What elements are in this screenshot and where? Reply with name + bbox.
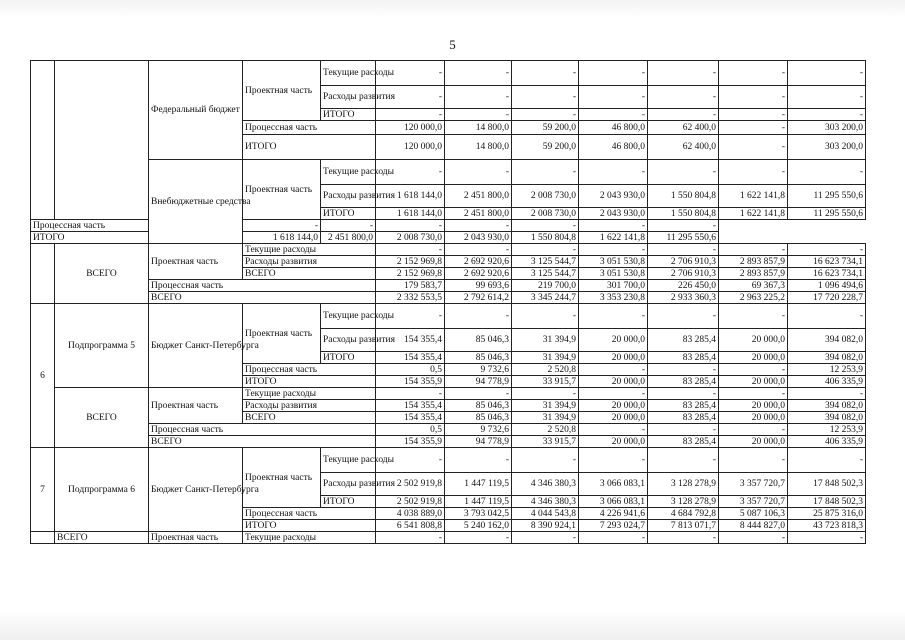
value-cell: 2 933 360,3: [648, 292, 719, 304]
value-cell: 6 541 808,8: [376, 520, 445, 532]
value-cell: 20 000,0: [579, 400, 648, 412]
table-row: [31, 292, 866, 304]
table-row: [31, 280, 866, 292]
value-cell: 85 046,3: [445, 412, 512, 424]
itogo-label: ИТОГО: [243, 520, 376, 532]
value-cell: -: [648, 448, 719, 473]
value-cell: 2 893 857,9: [719, 256, 788, 268]
value-cell: 4 226 941,6: [579, 508, 648, 520]
value-cell: -: [719, 135, 788, 160]
table-row: [31, 424, 866, 436]
value-cell: -: [376, 109, 445, 121]
value-cell: 0,5: [376, 364, 445, 376]
spb-budget-label: Бюджет Санкт-Петербурга: [149, 304, 243, 388]
process-part-label: Процессная часть: [149, 280, 376, 292]
value-cell: 83 285,4: [648, 400, 719, 412]
value-cell: -: [376, 86, 445, 109]
value-cell: 154 355,4: [376, 329, 445, 352]
value-cell: -: [376, 61, 445, 86]
value-cell: 20 000,0: [719, 436, 788, 448]
value-cell: 14 800,0: [445, 135, 512, 160]
value-cell: 154 355,4: [376, 412, 445, 424]
value-cell: 1 622 141,8: [719, 185, 788, 208]
value-cell: 9 732,6: [445, 364, 512, 376]
value-cell: -: [719, 121, 788, 135]
value-cell: 3 051 530,8: [579, 256, 648, 268]
value-cell: 20 000,0: [719, 400, 788, 412]
value-cell: 2 043 930,0: [445, 232, 512, 244]
table-row: [31, 160, 866, 185]
process-part-label: Процессная часть: [149, 424, 376, 436]
value-cell: 3 353 230,8: [579, 292, 648, 304]
value-cell: 12 253,9: [788, 424, 866, 436]
value-cell: -: [445, 220, 512, 232]
value-cell: 2 043 930,0: [579, 185, 648, 208]
value-cell: -: [579, 86, 648, 109]
value-cell: 33 915,7: [512, 376, 579, 388]
value-cell: 406 335,9: [788, 436, 866, 448]
value-cell: -: [788, 244, 866, 256]
value-cell: 394 082,0: [788, 400, 866, 412]
table-row: [31, 532, 866, 544]
row-number: 7: [31, 448, 55, 532]
value-cell: 17 720 228,7: [788, 292, 866, 304]
value-cell: -: [512, 448, 579, 473]
itogo-label: ИТОГО: [31, 232, 149, 244]
itogo-label: ИТОГО: [321, 109, 376, 121]
value-cell: -: [648, 160, 719, 185]
value-cell: -: [579, 388, 648, 400]
value-cell: 20 000,0: [579, 329, 648, 352]
value-cell: -: [648, 220, 719, 232]
value-cell: 3 793 042,5: [445, 508, 512, 520]
value-cell: 9 732,6: [445, 424, 512, 436]
value-cell: 303 200,0: [788, 135, 866, 160]
table-row: [31, 244, 866, 256]
value-cell: -: [579, 160, 648, 185]
value-cell: 5 240 162,0: [445, 520, 512, 532]
value-cell: -: [512, 220, 579, 232]
value-cell: -: [512, 61, 579, 86]
value-cell: -: [445, 86, 512, 109]
value-cell: 3 051 530,8: [579, 268, 648, 280]
value-cell: 4 684 792,8: [648, 508, 719, 520]
current-expenses-label: Текущие расходы: [243, 244, 376, 256]
value-cell: -: [648, 364, 719, 376]
value-cell: 4 346 380,3: [512, 496, 579, 508]
value-cell: -: [719, 160, 788, 185]
value-cell: -: [579, 109, 648, 121]
itogo-label: ИТОГО: [321, 208, 376, 220]
value-cell: -: [445, 244, 512, 256]
value-cell: 0,5: [376, 424, 445, 436]
value-cell: 43 723 818,3: [788, 520, 866, 532]
vsego-label: ВСЕГО: [55, 244, 149, 304]
value-cell: 33 915,7: [512, 436, 579, 448]
table-row: [31, 61, 866, 86]
value-cell: -: [788, 448, 866, 473]
value-cell: -: [719, 532, 788, 544]
value-cell: -: [788, 304, 866, 329]
development-expenses-label: Расходы развития: [321, 86, 376, 109]
value-cell: 3 128 278,9: [648, 473, 719, 496]
budget-table: [30, 60, 866, 544]
value-cell: 31 394,9: [512, 352, 579, 364]
value-cell: 4 038 889,0: [376, 508, 445, 520]
value-cell: 94 778,9: [445, 436, 512, 448]
value-cell: 154 355,9: [376, 376, 445, 388]
value-cell: 2 963 225,2: [719, 292, 788, 304]
value-cell: 3 125 544,7: [512, 268, 579, 280]
value-cell: 2 451 800,0: [445, 208, 512, 220]
value-cell: 154 355,9: [376, 436, 445, 448]
value-cell: 226 450,0: [648, 280, 719, 292]
value-cell: -: [788, 532, 866, 544]
current-expenses-label: Текущие расходы: [243, 532, 376, 544]
value-cell: 11 295 550,6: [788, 208, 866, 220]
value-cell: -: [719, 304, 788, 329]
value-cell: -: [719, 388, 788, 400]
value-cell: -: [376, 220, 445, 232]
value-cell: 20 000,0: [719, 329, 788, 352]
value-cell: -: [445, 448, 512, 473]
federal-budget-label: Федеральный бюджет: [149, 61, 243, 160]
value-cell: -: [243, 220, 321, 232]
value-cell: 2 008 730,0: [512, 185, 579, 208]
value-cell: -: [648, 424, 719, 436]
value-cell: 85 046,3: [445, 329, 512, 352]
development-expenses-label: Расходы развития: [243, 400, 376, 412]
development-expenses-label: Расходы развития: [321, 329, 376, 352]
value-cell: -: [648, 86, 719, 109]
vsego-label: ВСЕГО: [55, 532, 149, 544]
current-expenses-label: Текущие расходы: [243, 388, 376, 400]
current-expenses-label: Текущие расходы: [321, 61, 376, 86]
value-cell: 3 357 720,7: [719, 473, 788, 496]
value-cell: 1 447 119,5: [445, 473, 512, 496]
value-cell: 3 345 244,7: [512, 292, 579, 304]
process-part-label: Процессная часть: [243, 508, 376, 520]
value-cell: 1 550 804,8: [648, 208, 719, 220]
value-cell: 1 096 494,6: [788, 280, 866, 292]
value-cell: -: [579, 532, 648, 544]
value-cell: 94 778,9: [445, 376, 512, 388]
vsego-label: ВСЕГО: [149, 436, 376, 448]
value-cell: -: [376, 244, 445, 256]
value-cell: 4 346 380,3: [512, 473, 579, 496]
table-row: [31, 448, 866, 473]
project-part-label: Проектная часть: [243, 160, 321, 220]
value-cell: 219 700,0: [512, 280, 579, 292]
vsego-label: ВСЕГО: [149, 292, 376, 304]
itogo-label: ИТОГО: [321, 496, 376, 508]
page-number: 5: [449, 37, 456, 52]
value-cell: 1 622 141,8: [579, 232, 648, 244]
table-row: [31, 436, 866, 448]
value-cell: 31 394,9: [512, 412, 579, 424]
value-cell: 20 000,0: [579, 412, 648, 424]
value-cell: 1 618 144,0: [376, 208, 445, 220]
value-cell: 11 295 550,6: [648, 232, 719, 244]
value-cell: 31 394,9: [512, 329, 579, 352]
value-cell: 2 008 730,0: [512, 208, 579, 220]
value-cell: 1 447 119,5: [445, 496, 512, 508]
value-cell: 120 000,0: [376, 135, 445, 160]
table-row: [31, 304, 866, 329]
value-cell: 3 128 278,9: [648, 496, 719, 508]
row-number: 6: [31, 304, 55, 448]
value-cell: -: [719, 448, 788, 473]
value-cell: 3 125 544,7: [512, 256, 579, 268]
value-cell: -: [648, 244, 719, 256]
subprogram-5-label: Подпрограмма 5: [55, 304, 149, 388]
value-cell: 83 285,4: [648, 436, 719, 448]
development-expenses-label: Расходы развития: [321, 185, 376, 208]
spb-budget-label: Бюджет Санкт-Петербурга: [149, 448, 243, 532]
process-part-label: Процессная часть: [31, 220, 149, 232]
value-cell: 20 000,0: [579, 436, 648, 448]
value-cell: -: [512, 532, 579, 544]
value-cell: -: [579, 220, 648, 232]
value-cell: 20 000,0: [719, 412, 788, 424]
project-part-label: Проектная часть: [243, 61, 321, 121]
value-cell: 62 400,0: [648, 121, 719, 135]
value-cell: 2 520,8: [512, 364, 579, 376]
value-cell: 8 390 924,1: [512, 520, 579, 532]
subprogram-6-label: Подпрограмма 6: [55, 448, 149, 532]
value-cell: 20 000,0: [719, 352, 788, 364]
extrabudgetary-label: Внебюджетные средства: [149, 160, 243, 244]
value-cell: 154 355,4: [376, 400, 445, 412]
value-cell: -: [376, 304, 445, 329]
value-cell: -: [788, 61, 866, 86]
value-cell: -: [648, 388, 719, 400]
value-cell: 16 623 734,1: [788, 268, 866, 280]
value-cell: -: [719, 364, 788, 376]
value-cell: 1 550 804,8: [648, 185, 719, 208]
value-cell: -: [445, 304, 512, 329]
value-cell: -: [376, 532, 445, 544]
project-part-label: Проектная часть: [149, 244, 243, 280]
value-cell: 2 893 857,9: [719, 268, 788, 280]
value-cell: 99 693,6: [445, 280, 512, 292]
value-cell: -: [512, 160, 579, 185]
current-expenses-label: Текущие расходы: [321, 448, 376, 473]
value-cell: 394 082,0: [788, 412, 866, 424]
value-cell: 179 583,7: [376, 280, 445, 292]
value-cell: 83 285,4: [648, 412, 719, 424]
value-cell: -: [719, 86, 788, 109]
current-expenses-label: Текущие расходы: [321, 160, 376, 185]
value-cell: -: [719, 424, 788, 436]
value-cell: 2 692 920,6: [445, 256, 512, 268]
development-expenses-label: Расходы развития: [321, 473, 376, 496]
value-cell: 20 000,0: [719, 376, 788, 388]
value-cell: 3 066 083,1: [579, 496, 648, 508]
value-cell: 2 043 930,0: [579, 208, 648, 220]
value-cell: -: [719, 109, 788, 121]
value-cell: 69 367,3: [719, 280, 788, 292]
value-cell: 11 295 550,6: [788, 185, 866, 208]
value-cell: -: [376, 448, 445, 473]
value-cell: 394 082,0: [788, 352, 866, 364]
project-part-label: Проектная часть: [243, 448, 321, 508]
value-cell: 2 502 919,8: [376, 496, 445, 508]
value-cell: -: [321, 220, 376, 232]
value-cell: 12 253,9: [788, 364, 866, 376]
value-cell: 46 800,0: [579, 135, 648, 160]
value-cell: 85 046,3: [445, 352, 512, 364]
value-cell: -: [512, 304, 579, 329]
vsego-label: ВСЕГО: [55, 388, 149, 448]
value-cell: 83 285,4: [648, 352, 719, 364]
value-cell: 120 000,0: [376, 121, 445, 135]
development-expenses-label: Расходы развития: [243, 256, 376, 268]
value-cell: -: [648, 109, 719, 121]
value-cell: 1 618 144,0: [243, 232, 321, 244]
vsego-label: ВСЕГО: [243, 412, 376, 424]
value-cell: -: [719, 244, 788, 256]
value-cell: 16 623 734,1: [788, 256, 866, 268]
project-part-label: Проектная часть: [149, 532, 243, 544]
value-cell: 2 792 614,2: [445, 292, 512, 304]
value-cell: -: [788, 388, 866, 400]
value-cell: 7 293 024,7: [579, 520, 648, 532]
value-cell: 31 394,9: [512, 400, 579, 412]
value-cell: 154 355,4: [376, 352, 445, 364]
value-cell: 62 400,0: [648, 135, 719, 160]
value-cell: 17 848 502,3: [788, 473, 866, 496]
value-cell: -: [648, 304, 719, 329]
process-part-label: Процессная часть: [243, 364, 376, 376]
value-cell: -: [445, 109, 512, 121]
value-cell: -: [512, 109, 579, 121]
current-expenses-label: Текущие расходы: [321, 304, 376, 329]
value-cell: -: [579, 424, 648, 436]
value-cell: 20 000,0: [579, 376, 648, 388]
value-cell: -: [579, 364, 648, 376]
value-cell: 46 800,0: [579, 121, 648, 135]
value-cell: -: [376, 388, 445, 400]
value-cell: 59 200,0: [512, 135, 579, 160]
itogo-label: ИТОГО: [321, 352, 376, 364]
value-cell: 2 152 969,8: [376, 256, 445, 268]
value-cell: 406 335,9: [788, 376, 866, 388]
value-cell: 2 451 800,0: [321, 232, 376, 244]
value-cell: -: [579, 61, 648, 86]
value-cell: 2 502 919,8: [376, 473, 445, 496]
value-cell: -: [648, 532, 719, 544]
value-cell: 2 706 910,3: [648, 256, 719, 268]
value-cell: 8 444 827,0: [719, 520, 788, 532]
process-part-label: Процессная часть: [243, 121, 376, 135]
value-cell: -: [512, 388, 579, 400]
itogo-label: ИТОГО: [243, 376, 376, 388]
value-cell: -: [445, 61, 512, 86]
value-cell: -: [788, 109, 866, 121]
value-cell: 2 520,8: [512, 424, 579, 436]
value-cell: 2 152 969,8: [376, 268, 445, 280]
value-cell: 17 848 502,3: [788, 496, 866, 508]
value-cell: 1 622 141,8: [719, 208, 788, 220]
value-cell: 2 451 800,0: [445, 185, 512, 208]
value-cell: -: [445, 532, 512, 544]
itogo-label: ИТОГО: [243, 135, 376, 160]
value-cell: 2 332 553,5: [376, 292, 445, 304]
value-cell: -: [788, 86, 866, 109]
vsego-label: ВСЕГО: [243, 268, 376, 280]
value-cell: 83 285,4: [648, 376, 719, 388]
value-cell: 394 082,0: [788, 329, 866, 352]
value-cell: -: [579, 244, 648, 256]
value-cell: 301 700,0: [579, 280, 648, 292]
value-cell: 2 692 920,6: [445, 268, 512, 280]
value-cell: -: [445, 388, 512, 400]
table-row: [31, 388, 866, 400]
value-cell: 2 706 910,3: [648, 268, 719, 280]
value-cell: -: [376, 160, 445, 185]
value-cell: 2 008 730,0: [376, 232, 445, 244]
value-cell: 5 087 106,3: [719, 508, 788, 520]
value-cell: -: [579, 448, 648, 473]
value-cell: 85 046,3: [445, 400, 512, 412]
value-cell: -: [579, 304, 648, 329]
value-cell: -: [512, 244, 579, 256]
value-cell: 83 285,4: [648, 329, 719, 352]
value-cell: 303 200,0: [788, 121, 866, 135]
value-cell: -: [648, 61, 719, 86]
value-cell: 3 066 083,1: [579, 473, 648, 496]
value-cell: 1 618 144,0: [376, 185, 445, 208]
value-cell: -: [445, 160, 512, 185]
project-part-label: Проектная часть: [149, 388, 243, 424]
value-cell: 1 550 804,8: [512, 232, 579, 244]
value-cell: 7 813 071,7: [648, 520, 719, 532]
value-cell: -: [788, 160, 866, 185]
value-cell: 59 200,0: [512, 121, 579, 135]
value-cell: 4 044 543,8: [512, 508, 579, 520]
value-cell: -: [512, 86, 579, 109]
value-cell: -: [719, 61, 788, 86]
value-cell: 14 800,0: [445, 121, 512, 135]
value-cell: 25 875 316,0: [788, 508, 866, 520]
value-cell: 3 357 720,7: [719, 496, 788, 508]
value-cell: 20 000,0: [579, 352, 648, 364]
project-part-label: Проектная часть: [243, 304, 321, 364]
